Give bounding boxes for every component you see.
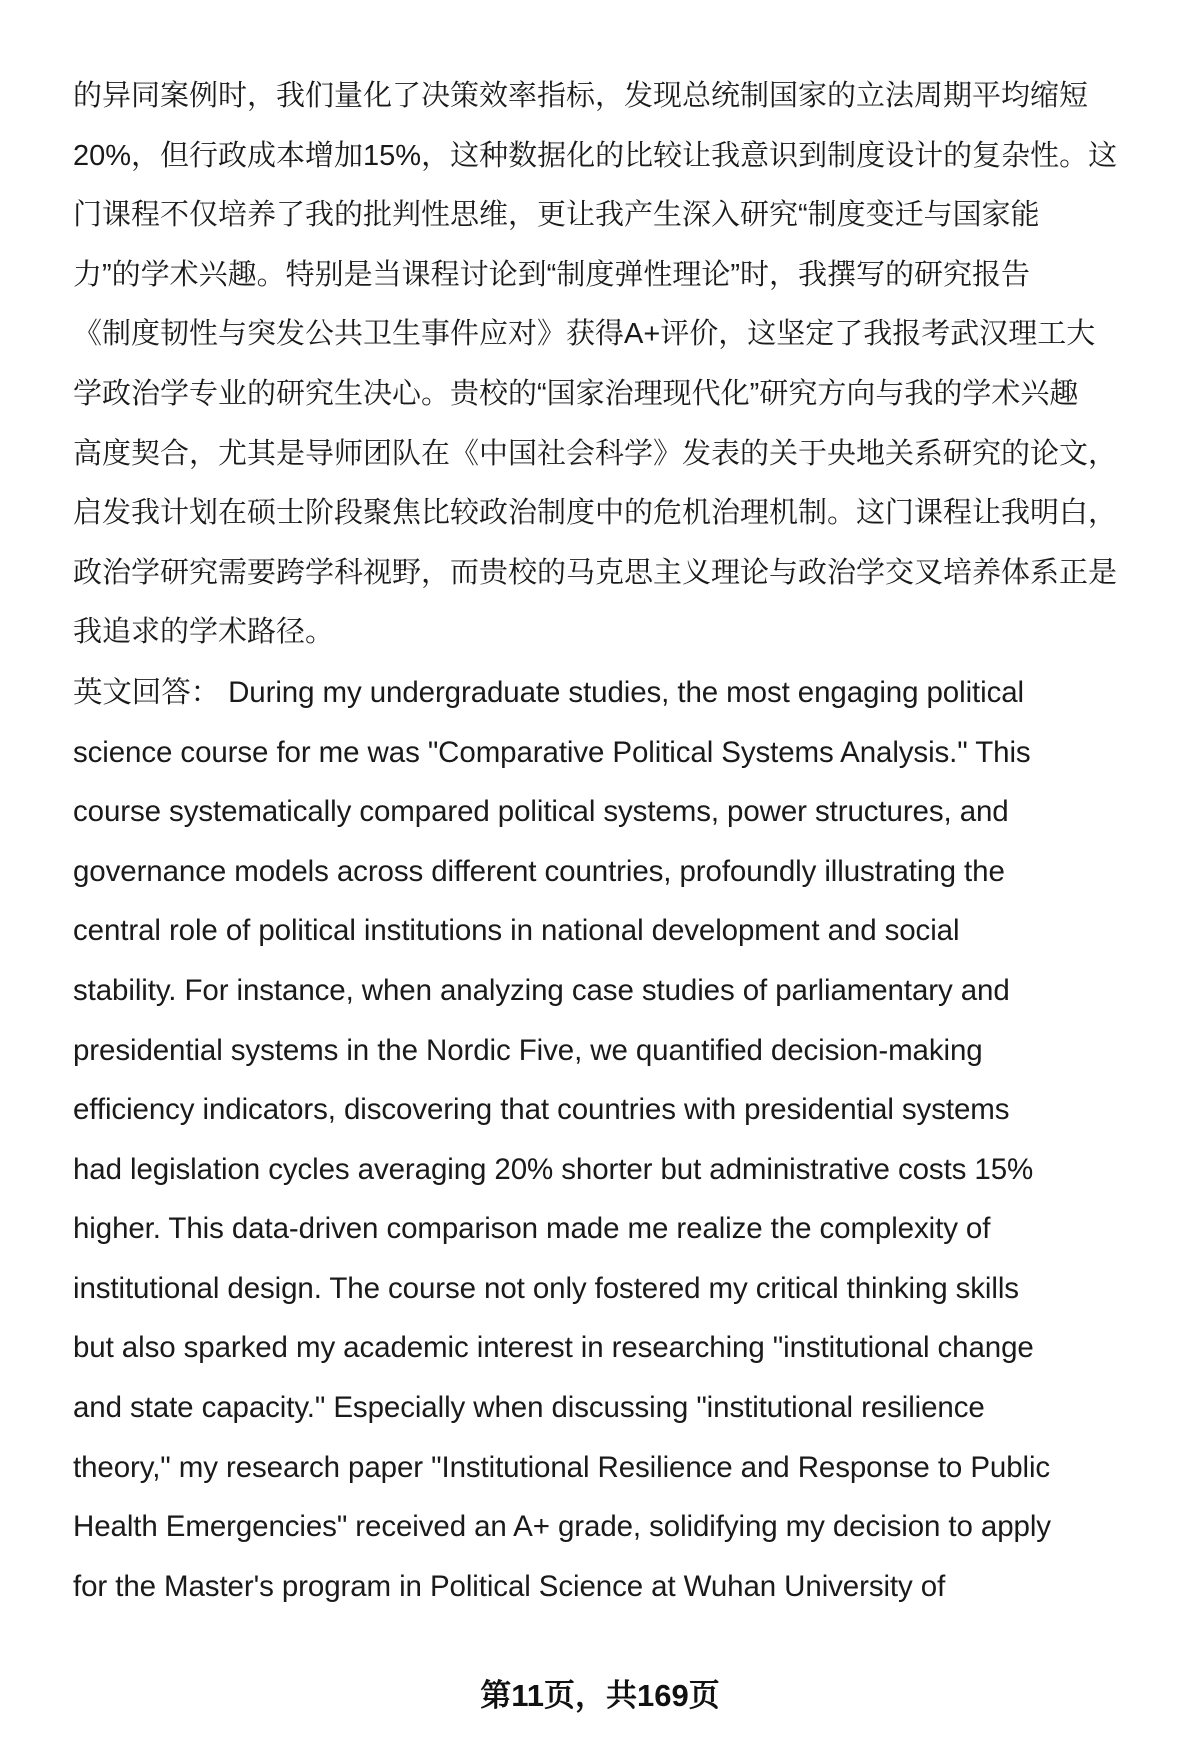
text-line: 学政治学专业的研究生决心。贵校的“国家治理现代化”研究方向与我的学术兴趣 <box>73 377 1079 410</box>
page-number: 第11页，共169页 <box>480 1678 720 1713</box>
text-line: had legislation cycles averaging 20% shorter but administrative costs 15% <box>73 1152 1034 1186</box>
text-line: 力”的学术兴趣。特别是当课程讨论到“制度弹性理论”时，我撰写的研究报告 <box>73 258 1030 291</box>
text-line: Health Emergencies" received an A+ grade, solidifying my decision to apply <box>73 1510 1051 1544</box>
text-line: 高度契合，尤其是导师团队在《中国社会科学》发表的关于央地关系研究的论文， <box>73 437 1118 470</box>
text-line: governance models across different countries, profoundly illustrating the <box>73 854 1005 888</box>
chinese-answer-paragraph <box>73 67 1163 663</box>
text-line: institutional design. The course not only fostered my critical thinking skills <box>73 1271 1019 1305</box>
text-line: 我追求的学术路径。 <box>73 616 335 649</box>
text-line: stability. For instance, when analyzing case studies of parliamentary and <box>73 973 1010 1007</box>
text-line: central role of political institutions in national development and social <box>73 914 960 948</box>
text-line: theory," my research paper "Institutional Resilience and Response to Public <box>73 1450 1051 1484</box>
text-line: 英文回答： During my undergraduate studies, the most engaging political <box>73 675 1024 709</box>
text-line: 《制度韧性与突发公共卫生事件应对》获得A+评价，这坚定了我报考武汉理工大 <box>73 318 1096 351</box>
text-line: course systematically compared political systems, power structures, and <box>73 795 1009 829</box>
text-line: science course for me was "Comparative Political Systems Analysis." This <box>73 735 1031 769</box>
text-line: 20%，但行政成本增加15%，这种数据化的比较让我意识到制度设计的复杂性。这 <box>73 139 1118 172</box>
text-line: 政治学研究需要跨学科视野，而贵校的马克思主义理论与政治学交叉培养体系正是 <box>73 556 1118 589</box>
text-line: presidential systems in the Nordic Five, we quantified decision-making <box>73 1033 983 1067</box>
english-answer-paragraph <box>73 663 1163 1617</box>
text-line: for the Master's program in Political Science at Wuhan University of <box>73 1569 946 1603</box>
document-body <box>73 67 1163 1616</box>
text-line: 门课程不仅培养了我的批判性思维，更让我产生深入研究“制度变迁与国家能 <box>73 199 1040 232</box>
text-line: 启发我计划在硕士阶段聚焦比较政治制度中的危机治理机制。这门课程让我明白， <box>73 497 1118 530</box>
text-line: 的异同案例时，我们量化了决策效率指标，发现总统制国家的立法周期平均缩短 <box>73 80 1089 112</box>
text-line: higher. This data-driven comparison made me realize the complexity of <box>73 1212 991 1246</box>
text-line: efficiency indicators, discovering that countries with presidential systems <box>73 1093 1010 1127</box>
text-line: and state capacity." Especially when discussing "institutional resilience <box>73 1391 985 1425</box>
text-line: but also sparked my academic interest in researching "institutional change <box>73 1331 1034 1365</box>
